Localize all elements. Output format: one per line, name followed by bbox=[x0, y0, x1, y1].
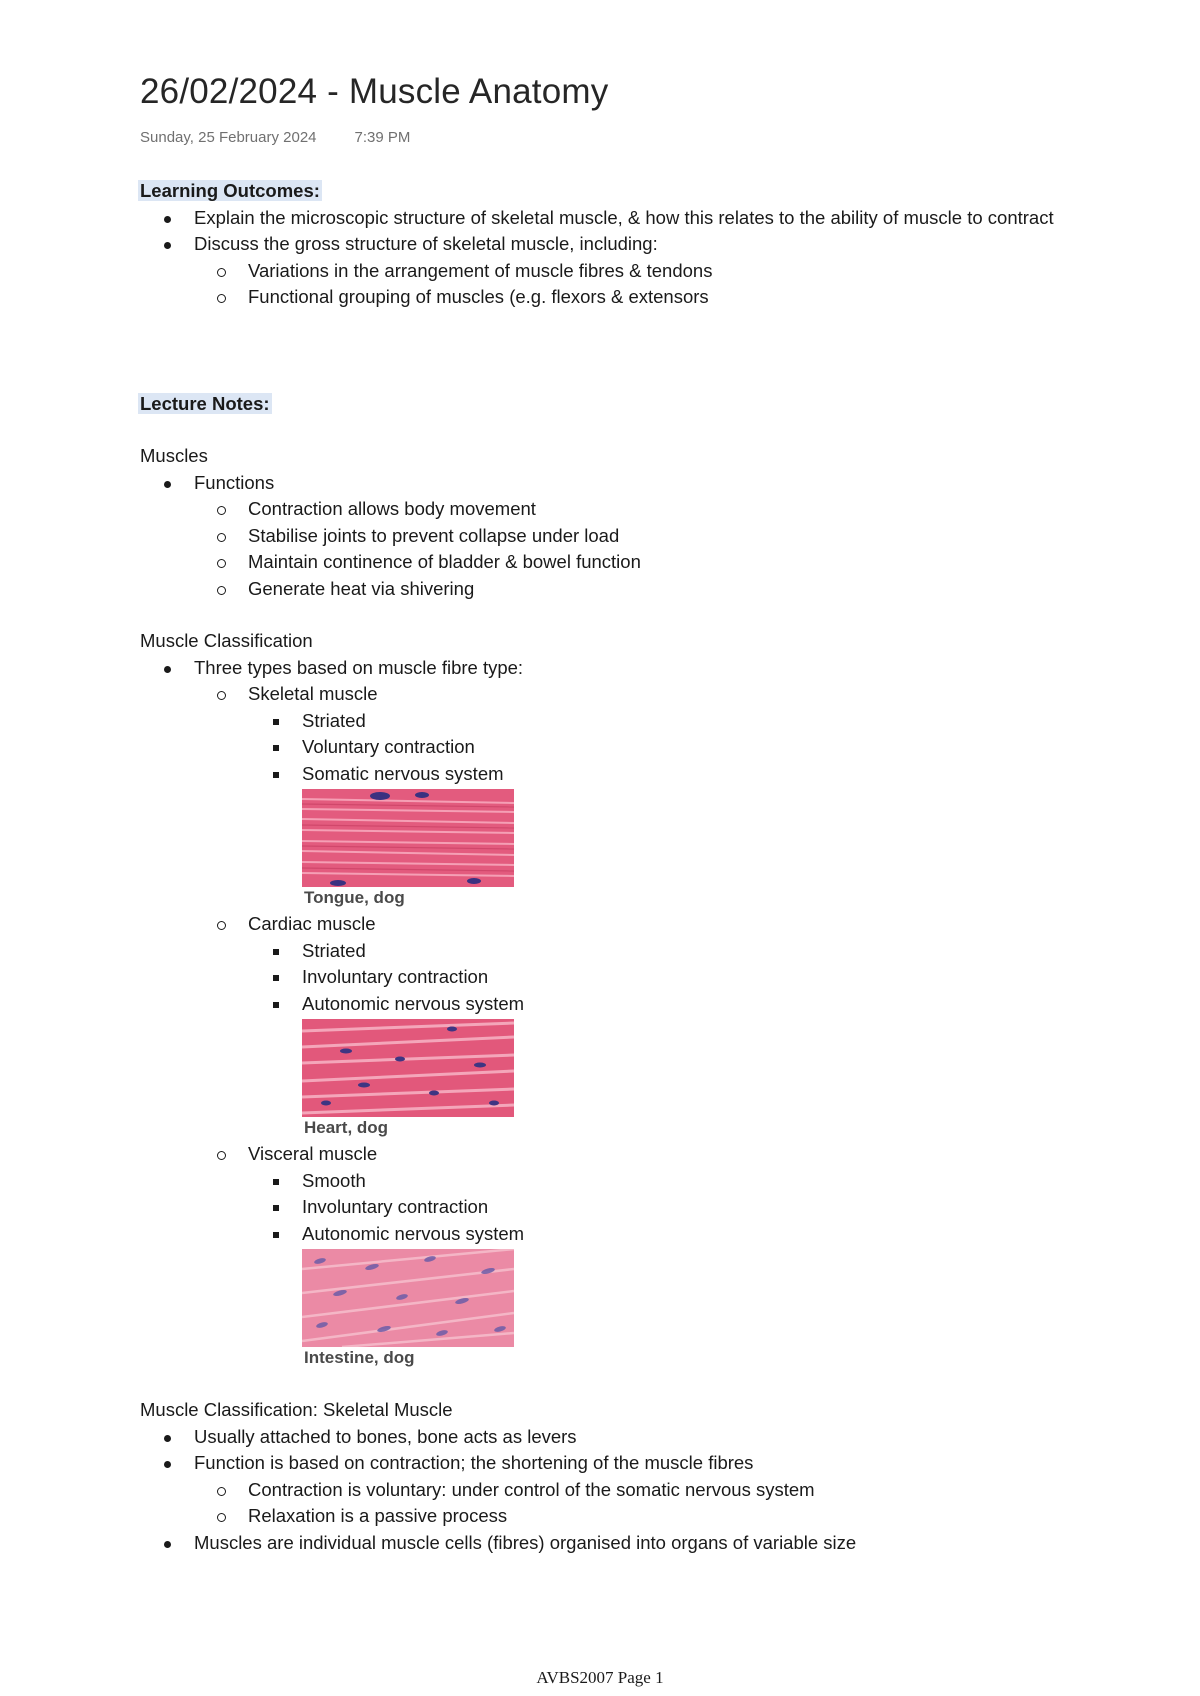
note-body bbox=[140, 178, 1180, 1556]
skeletal-heading: Muscle Classification: Skeletal Muscle bbox=[140, 1399, 453, 1420]
list-item: Contraction is voluntary: under control of the somatic nervous system bbox=[248, 1478, 815, 1500]
list-item: Relaxation is a passive process bbox=[248, 1505, 508, 1526]
list-item: Contraction allows body movement bbox=[248, 498, 536, 519]
classification-heading: Muscle Classification bbox=[140, 630, 313, 651]
list-item: Stabilise joints to prevent collapse under load bbox=[248, 524, 620, 546]
skeletal-muscle-figure bbox=[302, 789, 514, 909]
list-item: Skeletal muscle Striated Voluntary contraction Somatic nervous system Tongue, dog bbox=[194, 681, 1180, 909]
cardiac-muscle-image bbox=[302, 1019, 514, 1117]
cardiac-muscle-figure bbox=[302, 1019, 514, 1139]
learning-outcomes-heading: Learning Outcomes: bbox=[140, 180, 320, 201]
list-item: Involuntary contraction bbox=[302, 1196, 489, 1217]
figure-caption: Intestine, dog bbox=[304, 1348, 415, 1367]
visceral-muscle-figure bbox=[302, 1249, 514, 1369]
list-item: Maintain continence of bladder & bowel function bbox=[248, 551, 641, 572]
list-item: Functional grouping of muscles (e.g. flexors & extensors bbox=[248, 286, 709, 307]
page-time: 7:39 PM bbox=[354, 129, 411, 146]
lecture-notes-heading: Lecture Notes: bbox=[140, 392, 270, 414]
list-item: Voluntary contraction bbox=[302, 736, 475, 757]
visceral-muscle-image bbox=[302, 1249, 514, 1347]
list-item: Striated bbox=[302, 709, 366, 731]
muscles-heading: Muscles bbox=[140, 445, 208, 466]
page-title: 26/02/2024 - Muscle Anatomy bbox=[140, 72, 609, 111]
list-item: Functions Contraction allows body movement Stabilise joints to prevent collapse under load Maintain continence of bladder & bowel function Generate heat via shivering bbox=[140, 470, 1180, 603]
list-item: Explain the microscopic structure of skeletal muscle, & how this relates to the ability of muscle to contract bbox=[194, 206, 1054, 228]
list-item: Cardiac muscle Striated Involuntary contraction Autonomic nervous system Heart, dog bbox=[194, 911, 1180, 1139]
skeletal-muscle-image bbox=[302, 789, 514, 887]
list-item: Autonomic nervous system Intestine, dog bbox=[302, 1222, 525, 1367]
list-item: Discuss the gross structure of skeletal muscle, including: Variations in the arrangement of muscle fibres & tendons Functional grouping of muscles (e.g. flexors & extensors bbox=[140, 231, 1180, 311]
list-item: Somatic nervous system Tongue, dog bbox=[248, 761, 1180, 910]
figure-caption: Tongue, dog bbox=[304, 888, 405, 907]
list-item: Function is based on contraction; the shortening of the muscle fibres Contraction is voluntary: under control of the somatic nervous system Relaxation is a passive process bbox=[140, 1450, 1180, 1530]
list-item: Visceral muscle Smooth Involuntary contraction Autonomic nervous system Intestine, dog bbox=[194, 1141, 1180, 1369]
list-item: Variations in the arrangement of muscle fibres & tendons bbox=[248, 259, 713, 281]
figure-caption: Heart, dog bbox=[304, 1118, 389, 1137]
list-item: Autonomic nervous system Heart, dog bbox=[302, 992, 525, 1137]
page-meta bbox=[140, 129, 410, 146]
list-item: Involuntary contraction bbox=[302, 966, 489, 987]
list-item: Striated bbox=[302, 939, 366, 961]
list-item: Smooth bbox=[302, 1169, 366, 1191]
list-item: Generate heat via shivering bbox=[248, 577, 475, 599]
page-footer: AVBS2007 Page 1 bbox=[536, 1668, 664, 1687]
list-item: Three types based on muscle fibre type: Skeletal muscle Striated Voluntary contraction Somatic nervous system Tongue, dog Cardiac muscle Striated Involuntary contraction Autonomic nervous system Heart, dog Visceral muscle Smooth Involuntary contraction Autonomic nervous system Intestine, dog bbox=[140, 655, 1180, 1370]
list-item: Usually attached to bones, bone acts as levers bbox=[194, 1425, 577, 1447]
page-date: Sunday, 25 February 2024 bbox=[140, 129, 317, 146]
list-item: Muscles are individual muscle cells (fibres) organised into organs of variable size bbox=[194, 1531, 857, 1553]
learning-outcomes-list bbox=[140, 205, 1180, 311]
